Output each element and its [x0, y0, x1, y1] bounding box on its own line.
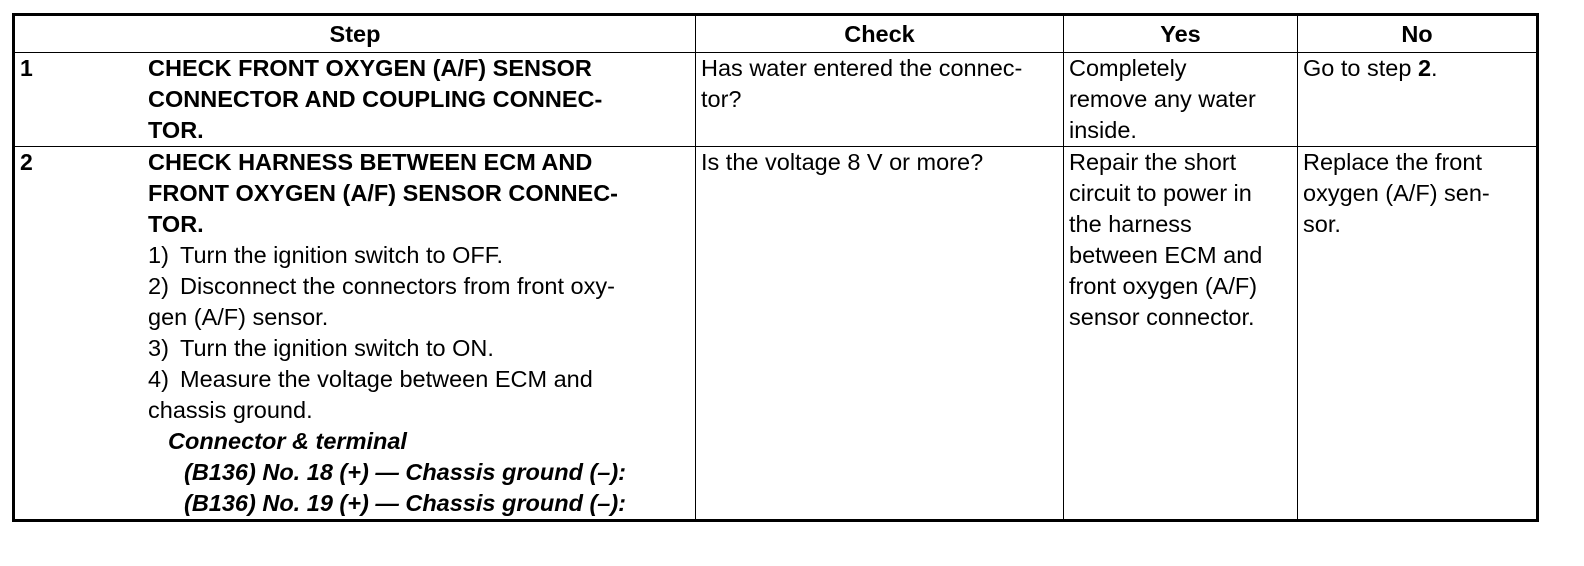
step-title-line: TOR. — [148, 211, 204, 237]
yes-line: Completely — [1069, 55, 1187, 81]
no-suffix: . — [1431, 55, 1438, 81]
yes-line: between ECM and — [1069, 242, 1263, 268]
step-reference: 2 — [1417, 55, 1432, 81]
yes-line: remove any water — [1069, 86, 1256, 112]
no-prefix: Go to step — [1303, 55, 1418, 81]
sub-step: 1) Turn the ignition switch to OFF. — [148, 242, 504, 268]
connector-heading: Connector & terminal — [168, 428, 407, 454]
sub-step-continuation: chassis ground. — [148, 397, 313, 423]
header-no: No — [1298, 15, 1538, 53]
header-check: Check — [696, 15, 1064, 53]
check-line: tor? — [701, 86, 742, 112]
check-line: Is the voltage 8 V or more? — [701, 149, 984, 175]
step-number: 1 — [20, 55, 33, 81]
no-line: Replace the front — [1303, 149, 1482, 175]
table-row — [14, 147, 1538, 521]
yes-line: front oxygen (A/F) — [1069, 273, 1258, 299]
step-title-line: CHECK HARNESS BETWEEN ECM AND — [148, 149, 593, 175]
yes-line: the harness — [1069, 211, 1192, 237]
step-title-line: TOR. — [148, 117, 204, 143]
step-number: 2 — [20, 149, 33, 175]
no-line — [1303, 53, 1533, 84]
yes-line: circuit to power in — [1069, 180, 1252, 206]
yes-line: inside. — [1069, 117, 1137, 143]
no-line: oxygen (A/F) sen- — [1303, 180, 1490, 206]
step-title-line: CHECK FRONT OXYGEN (A/F) SENSOR — [148, 55, 592, 81]
diagnostic-table-wrapper — [12, 13, 1539, 522]
step-title-line: FRONT OXYGEN (A/F) SENSOR CONNEC- — [148, 180, 619, 206]
check-cell — [696, 147, 1064, 521]
sub-step: 3) Turn the ignition switch to ON. — [148, 335, 494, 361]
yes-cell — [1064, 147, 1298, 521]
step-cell — [14, 53, 696, 147]
sub-step-continuation: gen (A/F) sensor. — [148, 304, 329, 330]
table-header-row — [14, 15, 1538, 53]
table-row — [14, 53, 1538, 147]
yes-line: Repair the short — [1069, 149, 1237, 175]
header-yes: Yes — [1064, 15, 1298, 53]
no-cell — [1298, 53, 1538, 147]
no-line: sor. — [1303, 211, 1341, 237]
diagnostic-table — [12, 13, 1539, 522]
connector-terminal-line: (B136) No. 18 (+) — Chassis ground (–): — [184, 459, 627, 485]
header-step: Step — [14, 15, 696, 53]
check-cell — [696, 53, 1064, 147]
step-title-line: CONNECTOR AND COUPLING CONNEC- — [148, 86, 603, 112]
sub-step: 4) Measure the voltage between ECM and — [148, 366, 593, 392]
sub-step: 2) Disconnect the connectors from front oxy- — [148, 273, 615, 299]
yes-line: sensor connector. — [1069, 304, 1255, 330]
connector-terminal-line: (B136) No. 19 (+) — Chassis ground (–): — [184, 490, 627, 516]
yes-cell — [1064, 53, 1298, 147]
check-line: Has water entered the connec- — [701, 55, 1023, 81]
step-cell — [14, 147, 696, 521]
no-cell — [1298, 147, 1538, 521]
